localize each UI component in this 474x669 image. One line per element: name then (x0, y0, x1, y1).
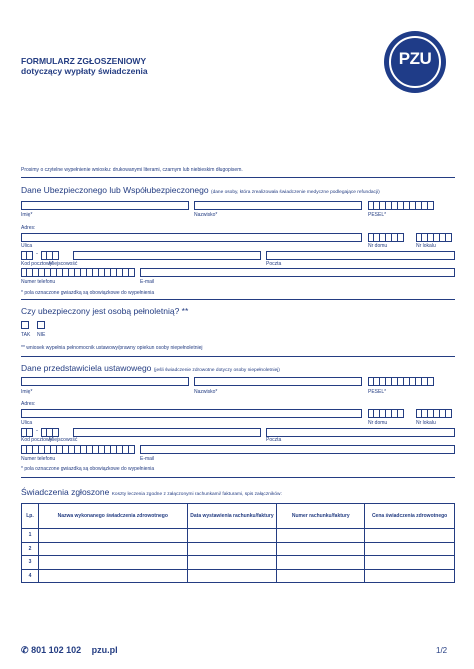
house-no-label: Nr domu (368, 420, 388, 426)
postal-label: Kod pocztowy (21, 437, 53, 443)
section-divider (21, 299, 455, 300)
postal-dash: - (36, 251, 38, 257)
invoice-number-cell[interactable] (277, 529, 365, 543)
post-office-label: Poczta (266, 261, 282, 267)
pzu-logo (384, 31, 446, 93)
address-label: Adres: (21, 401, 36, 407)
insured-house-no-input[interactable] (368, 233, 404, 242)
price-cell[interactable] (365, 569, 455, 583)
house-no-label: Nr domu (368, 243, 388, 249)
guardian-heading: Dane przedstawiciela ustawowego (jeśli świadczenie zdrowotne dotyczy osoby niepełnoletniej) (21, 363, 280, 373)
insured-last-name-input[interactable] (194, 201, 362, 210)
table-row (22, 529, 455, 543)
insured-postal-suffix-input[interactable] (41, 251, 59, 260)
guardian-street-input[interactable] (21, 409, 362, 418)
city-label: Miejscowość (49, 261, 78, 267)
street-label: Ulica (21, 243, 33, 249)
invoice-date-cell[interactable] (187, 529, 277, 543)
footer-phone: 801 102 102 (31, 645, 82, 655)
invoice-number-cell[interactable] (277, 556, 365, 570)
required-note: * pola oznaczone gwiazdką są obowiązkowe do wypełnienia (21, 290, 155, 296)
claims-header-row (22, 504, 455, 529)
instruction-text: Prosimy o czytelne wypełnienie wniosku: drukowanymi literami, czarnym lub niebieskim długopisem. (21, 167, 243, 173)
guardian-last-name-input[interactable] (194, 377, 362, 386)
insured-first-name-input[interactable] (21, 201, 189, 210)
claims-table (21, 503, 455, 583)
last-name-label: Nazwisko* (194, 212, 218, 218)
section-divider (21, 356, 455, 357)
guardian-city-input[interactable] (73, 428, 261, 437)
guardian-house-no-input[interactable] (368, 409, 404, 418)
no-label: NIE (37, 332, 46, 338)
email-label: E-mail (140, 456, 155, 462)
insured-city-input[interactable] (73, 251, 261, 260)
guardian-postal-suffix-input[interactable] (41, 428, 59, 437)
guardian-first-name-input[interactable] (21, 377, 189, 386)
invoice-number-cell[interactable] (277, 569, 365, 583)
phone-label: Numer telefonu (21, 279, 56, 285)
section-divider (21, 177, 455, 178)
phone-icon: ✆ (21, 645, 29, 655)
insured-postal-prefix-input[interactable] (21, 251, 33, 260)
service-name-cell[interactable] (38, 569, 187, 583)
guardian-email-input[interactable] (140, 445, 455, 454)
pesel-label: PESEL* (368, 389, 387, 395)
first-name-label: Imię* (21, 212, 33, 218)
insured-flat-no-input[interactable] (416, 233, 452, 242)
insured-phone-input[interactable] (21, 268, 135, 277)
row-number: 3 (22, 556, 39, 570)
section-divider (21, 477, 455, 478)
guardian-note: ** wniosek wypełnia pełnomocnik ustawowy/prawny opiekun osoby niepełnoletniej (21, 345, 203, 351)
row-number: 4 (22, 569, 39, 583)
yes-label: TAK (21, 332, 31, 338)
footer-contact (21, 645, 118, 656)
flat-no-label: Nr lokalu (416, 420, 436, 426)
guardian-pesel-input[interactable] (368, 377, 434, 386)
footer-site[interactable]: pzu.pl (91, 645, 118, 655)
postal-dash: - (36, 428, 38, 434)
col-invoice-number: Numer rachunku/faktury (277, 504, 365, 529)
invoice-date-cell[interactable] (187, 556, 277, 570)
guardian-flat-no-input[interactable] (416, 409, 452, 418)
col-lp: Lp. (22, 504, 39, 529)
service-name-cell[interactable] (38, 556, 187, 570)
insured-street-input[interactable] (21, 233, 362, 242)
claims-heading: Świadczenia zgłoszone Koszty leczenia zgodne z załączonymi rachunkami/ fakturami, spis załączników: (21, 487, 282, 497)
postal-label: Kod pocztowy (21, 261, 53, 267)
table-row (22, 569, 455, 583)
post-office-label: Poczta (266, 437, 282, 443)
address-label: Adres: (21, 225, 36, 231)
service-name-cell[interactable] (38, 529, 187, 543)
adult-yes-checkbox[interactable] (21, 321, 29, 329)
col-invoice-date: Data wystawienia rachunku/faktury (187, 504, 277, 529)
email-label: E-mail (140, 279, 155, 285)
guardian-phone-input[interactable] (21, 445, 135, 454)
table-row (22, 556, 455, 570)
pesel-label: PESEL* (368, 212, 387, 218)
page-number: 1/2 (436, 646, 448, 655)
price-cell[interactable] (365, 529, 455, 543)
adult-question-heading: Czy ubezpieczony jest osobą pełnoletnią? ** (21, 306, 189, 316)
service-name-cell[interactable] (38, 542, 187, 556)
phone-label: Numer telefonu (21, 456, 56, 462)
last-name-label: Nazwisko* (194, 389, 218, 395)
insured-pesel-input[interactable] (368, 201, 434, 210)
flat-no-label: Nr lokalu (416, 243, 436, 249)
price-cell[interactable] (365, 556, 455, 570)
guardian-post-office-input[interactable] (266, 428, 455, 437)
col-price: Cena świadczenia zdrowotnego (365, 504, 455, 529)
required-note: * pola oznaczone gwiazdką są obowiązkowe do wypełnienia (21, 466, 155, 472)
adult-no-checkbox[interactable] (37, 321, 45, 329)
insured-heading: Dane Ubezpieczonego lub Współubezpieczonego (dane osoby, która zrealizowała świadczenie medyczne podlegające refundacji) (21, 185, 380, 195)
first-name-label: Imię* (21, 389, 33, 395)
invoice-date-cell[interactable] (187, 569, 277, 583)
guardian-postal-prefix-input[interactable] (21, 428, 33, 437)
col-service-name: Nazwa wykonanego świadczenia zdrowotnego (38, 504, 187, 529)
insured-email-input[interactable] (140, 268, 455, 277)
price-cell[interactable] (365, 542, 455, 556)
row-number: 1 (22, 529, 39, 543)
insured-post-office-input[interactable] (266, 251, 455, 260)
street-label: Ulica (21, 420, 33, 426)
row-number: 2 (22, 542, 39, 556)
logo-text: PZU (398, 49, 432, 68)
invoice-number-cell[interactable] (277, 542, 365, 556)
form-title: FORMULARZ ZGŁOSZENIOWY dotyczący wypłaty świadczenia (21, 56, 148, 76)
invoice-date-cell[interactable] (187, 542, 277, 556)
table-row (22, 542, 455, 556)
city-label: Miejscowość (49, 437, 78, 443)
